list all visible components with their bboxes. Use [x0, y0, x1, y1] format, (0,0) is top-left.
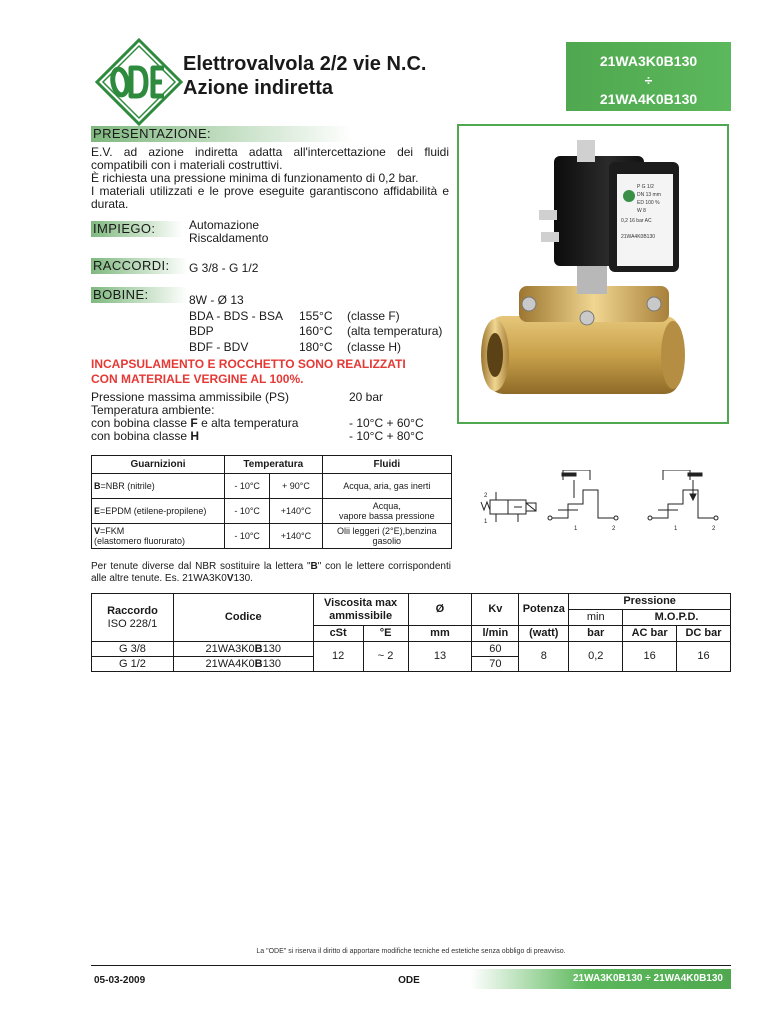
svg-text:1: 1: [574, 526, 578, 532]
header-mopd: M.O.P.D.: [623, 610, 731, 626]
bobine-temp: 160°C: [299, 324, 333, 338]
coil-label-text: W 8: [637, 208, 646, 214]
impiego-item: Riscaldamento: [189, 231, 269, 245]
svg-text:2: 2: [712, 526, 716, 532]
bobine-row: [189, 309, 459, 325]
spec-label: Temperatura ambiente:: [91, 403, 215, 417]
coil-label-text: DN 13 mm: [637, 192, 661, 198]
section-label-presentazione: PRESENTAZIONE:: [91, 126, 353, 142]
bobine-row: [189, 293, 459, 309]
spec-value: - 10°C + 80°C: [349, 429, 424, 443]
column-header: Guarnizioni: [92, 456, 225, 474]
raccordi-value: G 3/8 - G 1/2: [189, 261, 259, 275]
warning-line-2: CON MATERIALE VERGINE AL 100%.: [91, 372, 304, 386]
spec-label: con bobina classe H: [91, 429, 200, 443]
product-code-box: [566, 42, 731, 111]
table-row: [92, 499, 452, 524]
spec-label: con bobina classe F e alta temperatura: [91, 416, 299, 430]
header-ac-bar: AC bar: [623, 626, 677, 642]
specs-block: [91, 391, 461, 443]
gasket-name: V=FKM (elastomero fluorurato): [92, 524, 225, 549]
impiego-item: Automazione: [189, 218, 260, 232]
warning-line-1: INCAPSULAMENTO E ROCCHETTO SONO REALIZZATI: [91, 357, 406, 371]
temp-max: + 90°C: [270, 474, 322, 499]
bobine-table: [189, 293, 459, 355]
code-range-separator: ÷: [644, 72, 653, 88]
svg-text:1: 1: [674, 526, 678, 532]
header-pressione: Pressione: [569, 594, 731, 610]
section-label-impiego: IMPIEGO:: [91, 221, 183, 237]
presentazione-line-2: È richiesta una pressione minima di funzionamento di 0,2 bar.: [91, 171, 419, 185]
table-row: [92, 474, 452, 499]
header-viscosita: Viscosita max ammissibile: [313, 594, 408, 626]
material-warning: [91, 357, 461, 387]
temp-min: - 10°C: [225, 474, 270, 499]
svg-text:1: 1: [484, 519, 488, 525]
bobine-type: BDP: [189, 324, 214, 338]
title-line-1: Elettrovalvola 2/2 vie N.C.: [183, 53, 427, 75]
header-cst: cSt: [313, 626, 363, 642]
temp-min: - 10°C: [225, 499, 270, 524]
solenoid-valve-image: [459, 126, 727, 422]
bobine-row: [189, 324, 459, 340]
header-mm: mm: [408, 626, 472, 642]
technical-data-table: [91, 593, 731, 672]
fluid: Acqua, vapore bassa pressione: [322, 499, 451, 524]
svg-text:2: 2: [612, 526, 616, 532]
cell-connection: G 3/8: [92, 642, 174, 657]
temp-max: +140°C: [270, 499, 322, 524]
spec-value: 20 bar: [349, 390, 384, 404]
header-kv: Kv: [472, 594, 519, 626]
cell-code: 21WA3K0B130: [173, 642, 313, 657]
gasket-table-header: [92, 456, 452, 474]
header-dc-bar: DC bar: [677, 626, 731, 642]
cell-connection: G 1/2: [92, 657, 174, 672]
gasket-name: B=NBR (nitrile): [92, 474, 225, 499]
spec-value: - 10°C + 60°C: [349, 416, 424, 430]
header-potenza: Potenza: [519, 594, 569, 626]
product-photo: [457, 124, 729, 424]
presentazione-line-1: E.V. ad azione indiretta adatta all'intercettazione dei fluidi compatibili con i materiali costruttivi.: [91, 145, 449, 172]
seal-note: Per tenute diverse dal NBR sostituire la lettera "B" con le lettere corrispondenti alle altre tenute. Es. 21WA3K0V130.: [91, 561, 451, 584]
cell-kv: 60: [472, 642, 519, 657]
spec-row: [91, 391, 461, 404]
footer-code-range: 21WA3K0B130 ÷ 21WA4K0B130: [470, 969, 731, 989]
svg-text:2: 2: [484, 493, 488, 499]
footer-brand: ODE: [398, 975, 420, 986]
presentazione-text: [91, 146, 449, 211]
bobine-type: 8W - Ø 13: [189, 293, 244, 307]
table-row: [92, 642, 731, 657]
fluid: Olii leggeri (2°E),benzina gasolio: [322, 524, 451, 549]
header-bar: bar: [569, 626, 623, 642]
document-title: [183, 52, 426, 100]
header-diameter: Ø: [408, 594, 472, 626]
fluid: Acqua, aria, gas inerti: [322, 474, 451, 499]
impiego-list: [189, 219, 268, 245]
cell-diameter: 13: [408, 642, 472, 672]
cell-potenza: 8: [519, 642, 569, 672]
header-watt: (watt): [519, 626, 569, 642]
bobine-temp: 180°C: [299, 339, 333, 354]
cell-dc-bar: 16: [677, 642, 731, 672]
coil-label-text: ED 100 %: [637, 200, 660, 206]
cell-min-pressure: 0,2: [569, 642, 623, 672]
header-min: min: [569, 610, 623, 626]
bobine-row: [189, 340, 459, 356]
footer-date: 05-03-2009: [94, 975, 146, 986]
cell-code: 21WA4K0B130: [173, 657, 313, 672]
valve-schematics: [478, 470, 732, 532]
cell-degree-engler: ~ 2: [363, 642, 408, 672]
gasket-table: [91, 455, 452, 549]
disclaimer: La "ODE" si riserva il diritto di apportare modifiche tecniche ed estetiche senza obbligo di preavviso.: [256, 948, 566, 955]
coil-label-text: P G 1/2: [637, 184, 654, 190]
header-codice: Codice: [173, 594, 313, 642]
title-line-2: Azione indiretta: [183, 77, 334, 99]
header-degree-engler: °E: [363, 626, 408, 642]
valve-symbol-diagram: [478, 470, 732, 532]
column-header: Temperatura: [225, 456, 323, 474]
table-row: [92, 524, 452, 549]
spec-label: Pressione massima ammissibile (PS): [91, 390, 290, 404]
temp-min: - 10°C: [225, 524, 270, 549]
header-lmin: l/min: [472, 626, 519, 642]
bobine-class: (alta temperatura): [347, 324, 443, 338]
coil-label-text: 21WA4K0B130: [621, 234, 656, 240]
bobine-type: BDA - BDS - BSA: [189, 308, 284, 323]
footer-divider: [91, 965, 731, 966]
section-label-bobine: BOBINE:: [91, 287, 188, 303]
section-label-raccordi: RACCORDI:: [91, 258, 188, 274]
column-header: Fluidi: [322, 456, 451, 474]
code-range-start: 21WA3K0B130: [599, 53, 698, 69]
gasket-name: E=EPDM (etilene-propilene): [92, 499, 225, 524]
ode-logo: [94, 37, 184, 127]
coil-label-text: 0,2 16 bar AC: [621, 218, 652, 224]
cell-kv: 70: [472, 657, 519, 672]
header-raccordo: Raccordo ISO 228/1: [92, 594, 174, 642]
code-range-end: 21WA4K0B130: [599, 91, 698, 107]
presentazione-line-3: I materiali utilizzati e le prove eseguite garantiscono affidabilità e durata.: [91, 184, 449, 211]
spec-row: [91, 430, 461, 443]
bobine-temp: 155°C: [299, 308, 333, 323]
bobine-class: (classe H): [347, 339, 402, 354]
cell-ac-bar: 16: [623, 642, 677, 672]
temp-max: +140°C: [270, 524, 322, 549]
cell-cst: 12: [313, 642, 363, 672]
bobine-class: (classe F): [347, 308, 400, 323]
bobine-type: BDF - BDV: [189, 339, 249, 354]
